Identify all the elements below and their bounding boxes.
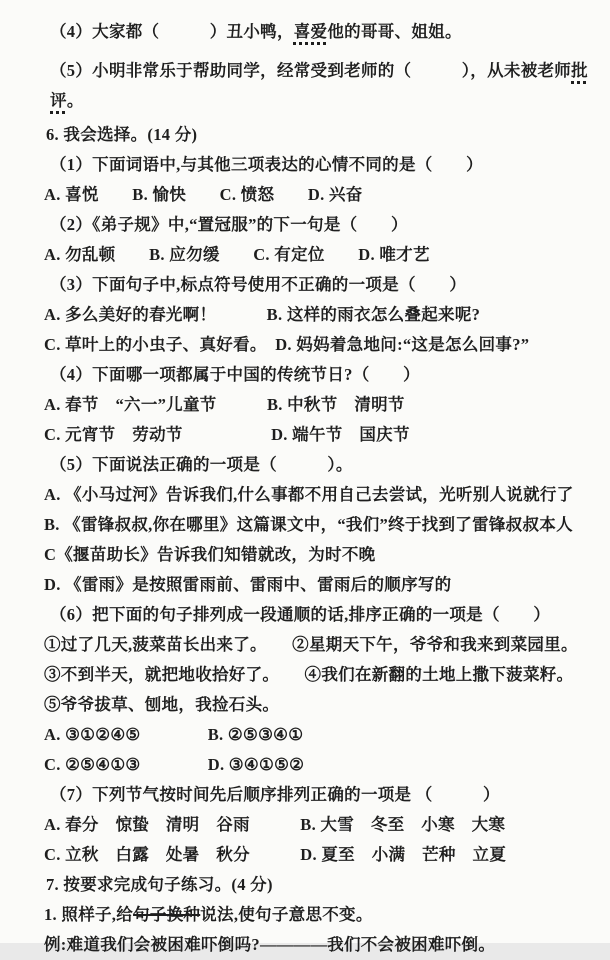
q6-sub3 [44, 270, 596, 300]
text-segment: ⑤爷爷拔草、刨地，我捡石头。 [44, 695, 280, 714]
q6-sub7-options-ab [44, 810, 596, 840]
text-segment: （5）小明非常乐于帮助同学，经常受到老师的（ ），从未被老师 [50, 61, 572, 80]
emphasized-text: 批评 [50, 61, 588, 110]
q6-sub5-option-a [44, 480, 596, 510]
text-segment: （4）大家都（ ）丑小鸭， [50, 22, 294, 41]
text-segment: 例:难道我们会被困难吓倒吗?————我们不会被困难吓倒。 [44, 935, 496, 954]
q6-sub5 [44, 450, 596, 480]
q6-sub4-options-cd [44, 420, 596, 450]
q6-sub4 [44, 360, 596, 390]
text-segment: ①过了几天,菠菜苗长出来了。 ②星期天下午，爷爷和我来到菜园里。 [44, 635, 578, 654]
text-segment: （6）把下面的句子排列成一段通顺的话,排序正确的一项是（ ） [50, 605, 551, 624]
text-segment: B. 《雷锋叔叔,你在哪里》这篇课文中，“我们”终于找到了雷锋叔叔本人 [44, 515, 573, 534]
q7-sub1 [44, 900, 596, 930]
text-segment: D. 《雷雨》是按照雷雨前、雷雨中、雷雨后的顺序写的 [44, 575, 452, 594]
text-segment: 7. 按要求完成句子练习。(4 分) [46, 875, 273, 894]
q6-header [44, 120, 596, 150]
q6-sub1-options [44, 180, 596, 210]
q6-sub5-option-c [44, 540, 596, 570]
struck-text: 句子换种 [133, 905, 201, 924]
q5-item4 [44, 17, 596, 47]
q6-sub6-sentences-34 [44, 660, 596, 690]
q6-sub5-option-d [44, 570, 596, 600]
text-segment: C. 元宵节 劳动节 D. 端午节 国庆节 [44, 425, 410, 444]
q6-sub5-option-b [44, 510, 596, 540]
text-segment: A. 《小马过河》告诉我们,什么事都不用自己去尝试，光听别人说就行了 [44, 485, 574, 504]
q7-header [44, 870, 596, 900]
q6-sub3-options-ab [44, 300, 596, 330]
exam-content [44, 17, 596, 960]
q6-sub4-options-ab [44, 390, 596, 420]
text-segment: 他的哥哥、姐姐。 [327, 22, 462, 41]
q6-sub2 [44, 210, 596, 240]
text-segment: 。 [66, 91, 84, 110]
q6-sub2-options [44, 240, 596, 270]
q6-sub6-options-ab [44, 720, 596, 750]
q6-sub6-sentences-12 [44, 630, 596, 660]
text-segment: 6. 我会选择。(14 分) [46, 125, 198, 144]
text-segment: A. 多么美好的春光啊！ B. 这样的雨衣怎么叠起来呢? [44, 305, 481, 324]
emphasized-text: 喜爱 [293, 22, 328, 41]
text-segment: （1）下面词语中,与其他三项表达的心情不同的是（ ） [50, 155, 483, 174]
text-segment: ③不到半天，就把地收拾好了。 ④我们在新翻的土地上撒下菠菜籽。 [44, 665, 574, 684]
text-segment: A. 勿乱顿 B. 应勿缓 C. 有定位 D. 唯才艺 [44, 245, 430, 264]
text-segment: A. 春节 “六一”儿童节 B. 中秋节 清明节 [44, 395, 405, 414]
q6-sub7-options-cd [44, 840, 596, 870]
text-segment: C. 草叶上的小虫子、真好看。 D. 妈妈着急地问:“这是怎么回事?” [44, 335, 530, 354]
text-segment: （5）下面说法正确的一项是（ ）。 [50, 455, 353, 474]
text-segment: （4）下面哪一项都属于中国的传统节日?（ ） [50, 365, 420, 384]
q6-sub7 [44, 780, 596, 810]
q6-sub1 [44, 150, 596, 180]
q7-example [44, 930, 596, 960]
q6-sub6-options-cd [44, 750, 596, 780]
q6-sub3-options-cd [44, 330, 596, 360]
text-segment: 1. 照样子,给 [44, 905, 134, 924]
text-segment: （7）下列节气按时间先后顺序排列正确的一项是 （ ） [50, 785, 500, 804]
q6-sub6-sentence-5 [44, 690, 596, 720]
text-segment: （3）下面句子中,标点符号使用不正确的一项是（ ） [50, 275, 467, 294]
text-segment: C《揠苗助长》告诉我们知错就改，为时不晚 [44, 545, 376, 564]
text-segment: 说法,使句子意思不变。 [200, 905, 373, 924]
text-segment: A. ③①②④⑤ B. ②⑤③④① [44, 725, 304, 744]
text-segment: （2）《弟子规》中,“置冠服”的下一句是（ ） [50, 215, 408, 234]
text-segment: A. 喜悦 B. 愉快 C. 愤怒 D. 兴奋 [44, 185, 363, 204]
q6-sub6 [44, 600, 596, 630]
text-segment: A. 春分 惊蛰 清明 谷雨 B. 大雪 冬至 小寒 大寒 [44, 815, 506, 834]
text-segment: C. 立秋 白露 处暑 秋分 D. 夏至 小满 芒种 立夏 [44, 845, 507, 864]
q5-item5 [44, 56, 596, 116]
text-segment: C. ②⑤④①③ D. ③④①⑤② [44, 755, 305, 774]
